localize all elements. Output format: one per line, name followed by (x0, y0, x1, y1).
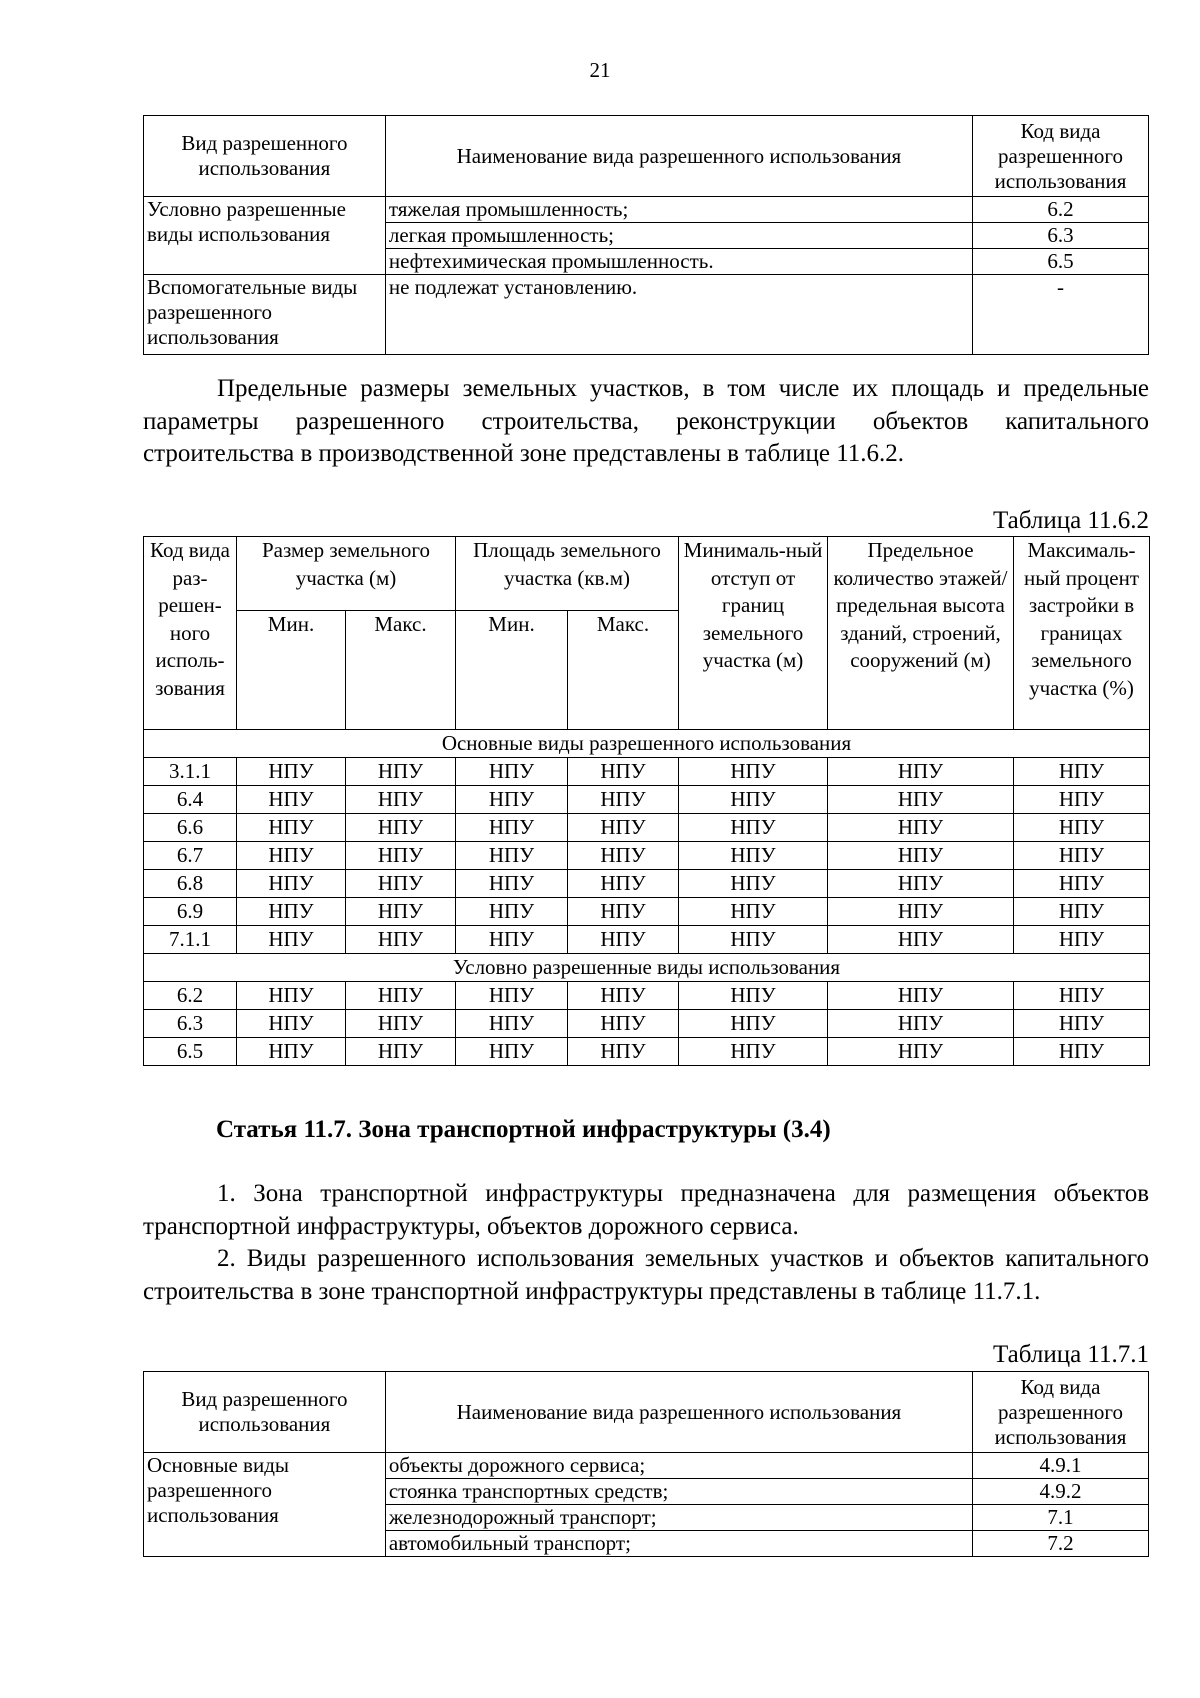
value-cell: НПУ (456, 786, 568, 814)
header-plot-size: Размер земельного участка (м) (237, 537, 456, 611)
paragraph-zone-uses: 2. Виды разрешенного использования земельных участков и объектов капитального строительства в зоне транспортной инфраструктуры представлены в таблице 11.7.1. (143, 1245, 1149, 1305)
header-use-type: Вид разрешенного использования (144, 116, 386, 197)
value-cell: НПУ (456, 982, 568, 1010)
value-cell: НПУ (1014, 842, 1150, 870)
value-cell: НПУ (1014, 926, 1150, 954)
value-cell: НПУ (346, 926, 456, 954)
table-row (144, 1010, 1150, 1038)
value-cell: НПУ (1014, 758, 1150, 786)
value-cell: НПУ (679, 926, 828, 954)
header-setback: Минималь-ный отступ от границ земельного участка (м) (679, 537, 828, 730)
value-cell: НПУ (828, 786, 1014, 814)
value-cell: НПУ (237, 870, 346, 898)
value-cell: НПУ (568, 842, 679, 870)
header-area-min: Мин. (456, 611, 568, 730)
value-cell: НПУ (346, 1010, 456, 1038)
table-header-row (144, 537, 1150, 611)
use-name-cell: объекты дорожного сервиса; (385, 1453, 972, 1479)
section-row (144, 730, 1150, 758)
category-cell: Вспомогательные виды разрешенного использования (144, 275, 386, 355)
header-plot-area: Площадь земельного участка (кв.м) (456, 537, 679, 611)
value-cell: НПУ (828, 870, 1014, 898)
value-cell: НПУ (679, 758, 828, 786)
value-cell: НПУ (456, 898, 568, 926)
value-cell: НПУ (1014, 786, 1150, 814)
use-name-cell: тяжелая промышленность; (385, 197, 972, 223)
table-row (144, 197, 1149, 223)
value-cell: НПУ (346, 870, 456, 898)
table-row (144, 758, 1150, 786)
value-cell: НПУ (237, 1010, 346, 1038)
paragraph-limits-intro: Предельные размеры земельных участков, в том числе их площадь и предельные параметры разрешенного строительства, реконструкции объектов капитального строительства в производственной зоне представлены в таблице 11.6.2. (143, 375, 1149, 467)
table-row (144, 870, 1150, 898)
code-cell: 3.1.1 (144, 758, 237, 786)
value-cell: НПУ (568, 758, 679, 786)
value-cell: НПУ (679, 786, 828, 814)
header-use-type: Вид разрешенного использования (144, 1372, 386, 1453)
value-cell: НПУ (568, 926, 679, 954)
value-cell: НПУ (237, 786, 346, 814)
value-cell: НПУ (679, 898, 828, 926)
permitted-use-table-continued (143, 115, 1149, 355)
category-cell: Основные виды разрешенного использования (144, 1453, 386, 1557)
use-code-cell: - (973, 275, 1149, 355)
table-row (144, 275, 1149, 355)
header-coverage: Максималь-ный процент застройки в границах земельного участка (%) (1014, 537, 1150, 730)
header-code: Код вида раз-решен-ного исполь-зования (144, 537, 237, 730)
table-row (144, 982, 1150, 1010)
header-size-min: Мин. (237, 611, 346, 730)
table-row (144, 786, 1150, 814)
use-code-cell: 6.3 (973, 223, 1149, 249)
value-cell: НПУ (237, 758, 346, 786)
code-cell: 7.1.1 (144, 926, 237, 954)
value-cell: НПУ (237, 814, 346, 842)
permitted-use-table-11-7-1 (143, 1371, 1149, 1557)
value-cell: НПУ (679, 814, 828, 842)
header-use-code: Код вида разрешенного использования (973, 116, 1149, 197)
value-cell: НПУ (679, 982, 828, 1010)
use-code-cell: 6.2 (973, 197, 1149, 223)
code-cell: 6.6 (144, 814, 237, 842)
value-cell: НПУ (568, 786, 679, 814)
table-header-row (144, 116, 1149, 197)
table-row (144, 814, 1150, 842)
use-code-cell: 6.5 (973, 249, 1149, 275)
value-cell: НПУ (568, 870, 679, 898)
value-cell: НПУ (346, 842, 456, 870)
value-cell: НПУ (346, 1038, 456, 1066)
use-name-cell: стоянка транспортных средств; (385, 1479, 972, 1505)
value-cell: НПУ (456, 870, 568, 898)
limits-table-11-6-2 (143, 536, 1150, 1066)
value-cell: НПУ (456, 926, 568, 954)
value-cell: НПУ (456, 1038, 568, 1066)
code-cell: 6.3 (144, 1010, 237, 1038)
value-cell: НПУ (679, 1010, 828, 1038)
use-name-cell: железнодорожный транспорт; (385, 1505, 972, 1531)
code-cell: 6.4 (144, 786, 237, 814)
value-cell: НПУ (828, 814, 1014, 842)
code-cell: 6.7 (144, 842, 237, 870)
value-cell: НПУ (828, 898, 1014, 926)
use-name-cell: не подлежат установлению. (385, 275, 972, 355)
page-number: 21 (589, 58, 611, 82)
value-cell: НПУ (237, 1038, 346, 1066)
value-cell: НПУ (568, 1010, 679, 1038)
value-cell: НПУ (346, 898, 456, 926)
value-cell: НПУ (568, 1038, 679, 1066)
value-cell: НПУ (568, 814, 679, 842)
header-use-name: Наименование вида разрешенного использования (385, 1372, 972, 1453)
category-cell: Условно разрешенные виды использования (144, 197, 386, 275)
header-use-code: Код вида разрешенного использования (973, 1372, 1149, 1453)
section-main-label: Основные виды разрешенного использования (144, 730, 1150, 758)
use-code-cell: 4.9.2 (973, 1479, 1149, 1505)
value-cell: НПУ (346, 982, 456, 1010)
value-cell: НПУ (346, 758, 456, 786)
header-use-name: Наименование вида разрешенного использования (385, 116, 972, 197)
use-code-cell: 4.9.1 (973, 1453, 1149, 1479)
article-heading: Статья 11.7. Зона транспортной инфраструктуры (3.4) (216, 1116, 831, 1143)
code-cell: 6.9 (144, 898, 237, 926)
table-row (144, 1038, 1150, 1066)
table-caption-11-7-1: Таблица 11.7.1 (993, 1341, 1149, 1368)
value-cell: НПУ (346, 814, 456, 842)
table-header-row (144, 1372, 1149, 1453)
value-cell: НПУ (1014, 1010, 1150, 1038)
value-cell: НПУ (1014, 814, 1150, 842)
table-row (144, 898, 1150, 926)
value-cell: НПУ (456, 814, 568, 842)
code-cell: 6.5 (144, 1038, 237, 1066)
value-cell: НПУ (828, 1038, 1014, 1066)
value-cell: НПУ (568, 898, 679, 926)
use-name-cell: нефтехимическая промышленность. (385, 249, 972, 275)
table-row (144, 926, 1150, 954)
value-cell: НПУ (568, 982, 679, 1010)
table-row (144, 1453, 1149, 1479)
value-cell: НПУ (1014, 870, 1150, 898)
value-cell: НПУ (456, 842, 568, 870)
value-cell: НПУ (237, 898, 346, 926)
value-cell: НПУ (456, 1010, 568, 1038)
rows-conditional (144, 982, 1150, 1066)
table-row (144, 842, 1150, 870)
value-cell: НПУ (237, 842, 346, 870)
section-row (144, 954, 1150, 982)
value-cell: НПУ (1014, 982, 1150, 1010)
value-cell: НПУ (679, 842, 828, 870)
value-cell: НПУ (828, 926, 1014, 954)
section-conditional-label: Условно разрешенные виды использования (144, 954, 1150, 982)
value-cell: НПУ (828, 982, 1014, 1010)
value-cell: НПУ (828, 1010, 1014, 1038)
header-size-max: Макс. (346, 611, 456, 730)
header-area-max: Макс. (568, 611, 679, 730)
value-cell: НПУ (679, 870, 828, 898)
value-cell: НПУ (1014, 1038, 1150, 1066)
use-code-cell: 7.1 (973, 1505, 1149, 1531)
use-name-cell: автомобильный транспорт; (385, 1531, 972, 1557)
value-cell: НПУ (346, 786, 456, 814)
code-cell: 6.2 (144, 982, 237, 1010)
paragraph-zone-purpose: 1. Зона транспортной инфраструктуры предназначена для размещения объектов транспортной инфраструктуры, объектов дорожного сервиса. (143, 1180, 1149, 1240)
value-cell: НПУ (679, 1038, 828, 1066)
header-floors-height: Предельное количество этажей/ предельная высота зданий, строений, сооружений (м) (828, 537, 1014, 730)
use-code-cell: 7.2 (973, 1531, 1149, 1557)
value-cell: НПУ (237, 982, 346, 1010)
use-name-cell: легкая промышленность; (385, 223, 972, 249)
value-cell: НПУ (828, 758, 1014, 786)
table-caption-11-6-2: Таблица 11.6.2 (993, 507, 1149, 534)
code-cell: 6.8 (144, 870, 237, 898)
value-cell: НПУ (237, 926, 346, 954)
value-cell: НПУ (828, 842, 1014, 870)
value-cell: НПУ (456, 758, 568, 786)
value-cell: НПУ (1014, 898, 1150, 926)
rows-main (144, 758, 1150, 954)
